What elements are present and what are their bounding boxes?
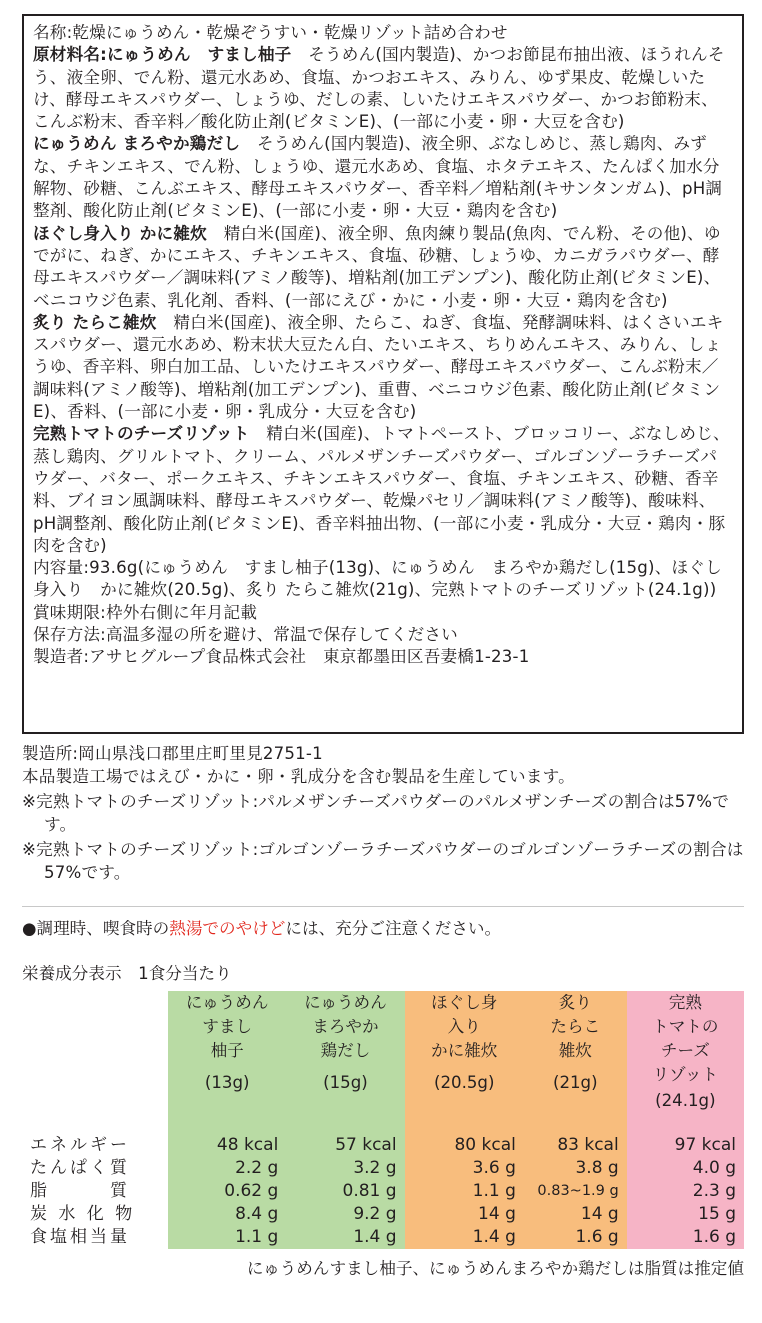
ingredient-block-2 — [33, 223, 734, 312]
nutrient-value: 97 kcal — [627, 1131, 744, 1157]
nutrient-value: 8.4 g — [168, 1203, 286, 1226]
column-header — [405, 991, 524, 1131]
maker-line: 製造者:アサヒグループ食品株式会社 東京都墨田区吾妻橋1-23-1 — [33, 647, 530, 667]
ingredient-block-0 — [33, 44, 734, 133]
nutrition-header-row — [22, 991, 744, 1131]
nutrient-label: たんぱく質 — [30, 1158, 130, 1178]
nutrient-value: 3.2 g — [286, 1157, 404, 1180]
nutrient-value: 57 kcal — [286, 1131, 404, 1157]
factory-line: 製造所:岡山県浅口郡里庄町里見2751-1 — [22, 744, 323, 763]
column-portion: (15g) — [323, 1073, 368, 1092]
storage-line: 保存方法:高温多湿の所を避け、常温で保存してください — [33, 625, 458, 645]
ingredient-block-3 — [33, 312, 734, 423]
nutrient-value: 14 g — [405, 1203, 524, 1226]
product-name: にゅうめん すまし柚子 — [107, 45, 292, 65]
nutrient-value: 1.1 g — [168, 1226, 286, 1249]
nutrition-values — [22, 1131, 744, 1249]
column-header — [627, 991, 744, 1131]
product-name-line: 名称:乾燥にゅうめん・乾燥ぞうすい・乾燥リゾット詰め合わせ — [33, 23, 508, 42]
nutrient-value: 0.83~1.9 g — [524, 1180, 627, 1203]
divider — [22, 906, 744, 907]
nutrition-row — [22, 1157, 744, 1180]
column-name: にゅうめん まろやか 鶏だし — [304, 993, 387, 1060]
column-header — [286, 991, 404, 1131]
nutrient-value: 2.2 g — [168, 1157, 286, 1180]
cheese-note-parmesan: ※完熟トマトのチーズリゾット:パルメザンチーズパウダーのパルメザンチーズの割合は57%です。 — [22, 792, 730, 834]
label-sheet — [22, 14, 744, 1279]
column-portion: (13g) — [204, 1073, 250, 1092]
nutrition-title: 栄養成分表示 1食分当たり — [22, 964, 232, 983]
nutrient-value: 3.6 g — [405, 1157, 524, 1180]
column-portion: (24.1g) — [655, 1091, 716, 1110]
content-amount: 内容量:93.6g(にゅうめん すまし柚子(13g)、にゅうめん まろやか鶏だし(15g)、ほぐし身入り かに雑炊(20.5g)、炙り たらこ雑炊(21g)、完熟トマトのチーズリゾット(24.1g)) — [33, 558, 722, 600]
allergen-note: 本品製造工場ではえび・かに・卵・乳成分を含む製品を生産しています。 — [22, 767, 575, 786]
product-name: 炙り たらこ雑炊 — [33, 312, 157, 332]
nutrition-row — [22, 1180, 744, 1203]
column-portion: (21g) — [552, 1073, 598, 1092]
ingredient-block-1 — [33, 133, 734, 222]
column-name: 完熟 トマトの チーズ リゾット — [652, 993, 719, 1084]
ingredients-box — [22, 14, 744, 734]
ingredient-text: 精白米(国産)、液全卵、魚肉練り製品(魚肉、でん粉、その他)、ゆでがに、ねぎ、かにエキス、チキンエキス、食塩、砂糖、しょうゆ、カニガラパウダー、酵母エキスパウダー／調味料(アミノ酸等)、増粘剤(加工デンプン)、酸化防止剤(ビタミンE)、ベニコウジ色素、乳化剤、香料、(一部にえび・かに・小麦・卵・大豆・鶏肉を含む) — [33, 223, 721, 310]
cheese-note-gorgonzola: ※完熟トマトのチーズリゾット:ゴルゴンゾーラチーズパウダーのゴルゴンゾーラチーズの割合は57%です。 — [22, 840, 744, 882]
warning-post: には、充分ご注意ください。 — [285, 919, 502, 938]
product-name: 完熟トマトのチーズリゾット — [33, 424, 250, 444]
nutrient-label: 炭 水 化 物 — [30, 1204, 136, 1224]
nutrient-label: エネルギー — [30, 1135, 130, 1155]
nutrition-row — [22, 1226, 744, 1249]
nutrient-value: 1.4 g — [286, 1226, 404, 1249]
warning-pre: ●調理時、喫食時の — [22, 919, 170, 938]
product-name: にゅうめん まろやか鶏だし — [33, 134, 241, 154]
nutrition-row — [22, 1131, 744, 1157]
nutrient-value: 1.6 g — [627, 1226, 744, 1249]
column-header — [524, 991, 627, 1131]
nutrient-value: 15 g — [627, 1203, 744, 1226]
nutrition-row — [22, 1203, 744, 1226]
ingredient-text: そうめん(国内製造)、液全卵、ぶなしめじ、蒸し鶏肉、みずな、チキンエキス、でん粉、しょうゆ、還元水あめ、食塩、ホタテエキス、たんぱく加水分解物、砂糖、こんぶエキス、酵母エキスパウダー、香辛料／増粘剤(キサンタンガム)、pH調整剤、酸化防止剤(ビタミンE)、(一部に小麦・卵・大豆・鶏肉を含む) — [33, 134, 723, 221]
nutrition-table — [22, 991, 744, 1131]
product-name: ほぐし身入り かに雑炊 — [33, 223, 207, 243]
raw-materials-label: 原材料名: — [33, 45, 108, 65]
nutrient-value: 0.81 g — [286, 1180, 404, 1203]
factory-notes — [22, 742, 744, 884]
column-name: 炙り たらこ 雑炊 — [550, 993, 601, 1060]
ingredient-block-4 — [33, 423, 734, 557]
nutrient-value: 1.1 g — [405, 1180, 524, 1203]
nutrient-value: 0.62 g — [168, 1180, 286, 1203]
nutrient-value: 9.2 g — [286, 1203, 404, 1226]
burn-warning — [22, 917, 744, 941]
nutrient-value: 4.0 g — [627, 1157, 744, 1180]
nutrient-value: 3.8 g — [524, 1157, 627, 1180]
nutrient-value: 80 kcal — [405, 1131, 524, 1157]
nutrient-value: 83 kcal — [524, 1131, 627, 1157]
nutrition-rows — [22, 1131, 744, 1249]
column-name: にゅうめん すまし 柚子 — [185, 993, 269, 1060]
header-blank — [22, 991, 168, 1131]
column-name: ほぐし身 入り かに雑炊 — [431, 993, 498, 1060]
nutrient-label: 食塩相当量 — [30, 1227, 130, 1247]
nutrient-value: 1.4 g — [405, 1226, 524, 1249]
ingredient-text: 精白米(国産)、トマトペースト、ブロッコリー、ぶなしめじ、蒸し鶏肉、グリルトマト、クリーム、パルメザンチーズパウダー、ゴルゴンゾーラチーズパウダー、バター、ポークエキス、チキンエキスパウダー、食塩、チキンエキス、砂糖、香辛料、ブイヨン風調味料、酵母エキスパウダー、乾燥パセリ／調味料(アミノ酸等)、酸味料、pH調整剤、酸化防止剤(ビタミンE)、香辛料抽出物、(一部に小麦・乳成分・大豆・鶏肉・豚肉を含む) — [33, 424, 730, 555]
nutrient-value: 48 kcal — [168, 1131, 286, 1157]
nutrient-value: 14 g — [524, 1203, 627, 1226]
warning-emphasis: 熱湯でのやけど — [169, 919, 286, 938]
column-portion: (20.5g) — [433, 1073, 495, 1092]
expiry-line: 賞味期限:枠外右側に年月記載 — [33, 602, 258, 622]
nutrient-value: 2.3 g — [627, 1180, 744, 1203]
ingredient-text: 精白米(国産)、液全卵、たらこ、ねぎ、食塩、発酵調味料、はくさいエキスパウダー、還元水あめ、粉末状大豆たん白、たいエキス、ちりめんエキス、みりん、しょうゆ、香辛料、卵白加工品、しいたけエキスパウダー、酵母エキスパウダー、こんぶ粉末／調味料(アミノ酸等)、増粘剤(加工デンプン)、重曹、ベニコウジ色素、酸化防止剤(ビタミンE)、香料、(一部に小麦・卵・乳成分・大豆を含む) — [33, 312, 724, 422]
nutrient-value: 1.6 g — [524, 1226, 627, 1249]
nutrient-label: 脂 質 — [30, 1181, 130, 1201]
column-header — [168, 991, 286, 1131]
nutrition-footnote: にゅうめんすまし柚子、にゅうめんまろやか鶏だしは脂質は推定値 — [246, 1259, 744, 1278]
ingredient-text: そうめん(国内製造)、かつお節昆布抽出液、ほうれんそう、液全卵、でん粉、還元水あめ、食塩、かつおエキス、みりん、ゆず果皮、乾燥しいたけ、酵母エキスパウダー、しょうゆ、だしの素、しいたけエキスパウダー、かつお節粉末、こんぶ粉末、香辛料／酸化防止剤(ビタミンE)、(一部に小麦・卵・大豆を含む) — [33, 45, 725, 132]
